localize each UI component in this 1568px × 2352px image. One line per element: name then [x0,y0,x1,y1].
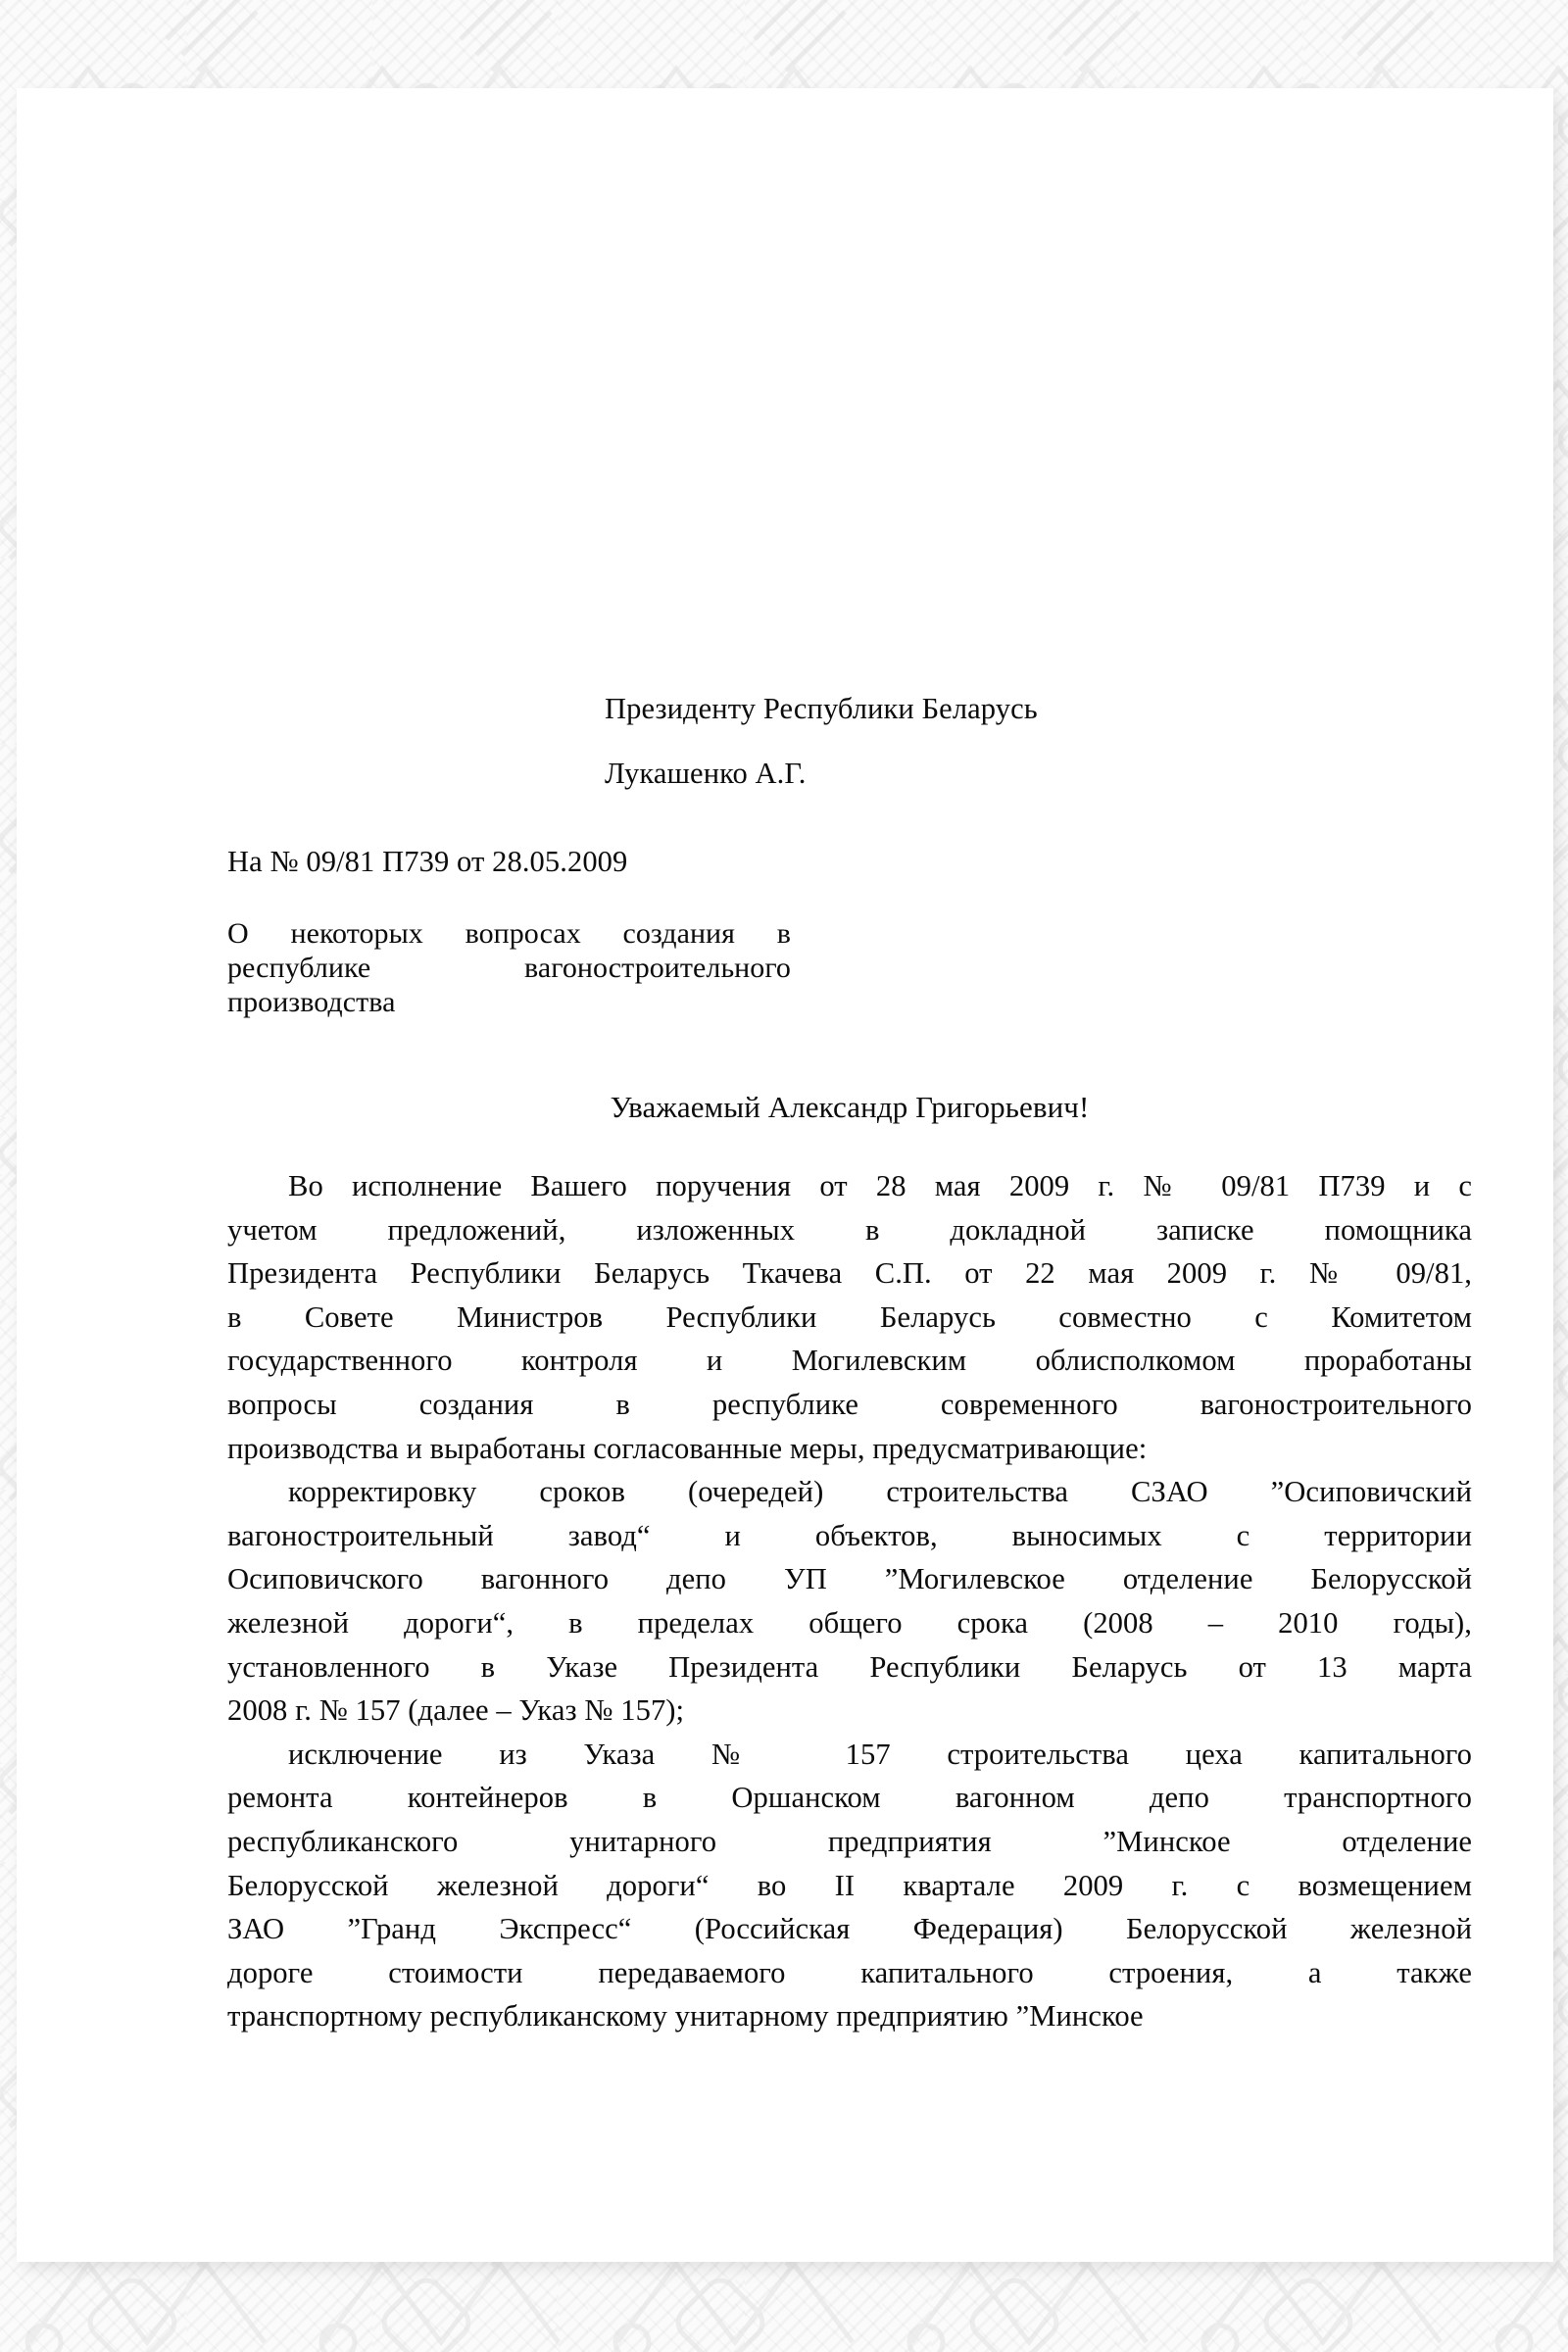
reference-line: На № 09/81 П739 от 28.05.2009 [227,845,628,878]
body-line: вагоностроительный завод“ и объектов, выносимых с территории [227,1518,1472,1552]
body-line: 2008 г. № 157 (далее – Указ № 157); [227,1693,685,1728]
body-line: производства и выработаны согласованные меры, предусматривающие: [227,1431,1148,1465]
body-line: дороге стоимости передаваемого капитального строения, а также [227,1955,1472,1989]
body-paragraph [227,1733,1472,2038]
scanned-page [17,88,1553,2262]
body-line: Белорусской железной дороги“ во II квартале 2009 г. с возмещением [227,1868,1472,1902]
body-line: корректировку сроков (очередей) строительства СЗАО ”Осиповичский [288,1475,1472,1509]
addressee-line-2: Лукашенко А.Г. [605,757,807,790]
subject-line-2: республике вагоностроительного [227,952,791,984]
subject-line-1: О некоторых вопросах создания в [227,917,791,950]
body-line: ремонта контейнеров в Оршанском вагонном депо транспортного [227,1781,1472,1815]
letter-body [227,1164,1472,2038]
body-paragraph [227,1470,1472,1733]
body-line: республиканского унитарного предприятия ”Минское отделение [227,1824,1472,1858]
body-line: железной дороги“, в пределах общего срока (2008 – 2010 годы), [227,1605,1472,1640]
body-line: государственного контроля и Могилевским облисполкомом проработаны [227,1344,1472,1378]
body-line: транспортному республиканскому унитарному предприятию ”Минское [227,1999,1144,2034]
body-line: Осиповичского вагонного депо УП ”Могилевское отделение Белорусской [227,1562,1472,1596]
body-line: установленного в Указе Президента Республики Беларусь от 13 марта [227,1649,1472,1684]
body-line: исключение из Указа № 157 строительства цеха капитального [288,1737,1472,1771]
body-line: учетом предложений, изложенных в докладной записке помощника [227,1212,1472,1247]
subject-line-3: производства [227,986,396,1018]
body-line: Во исполнение Вашего поручения от 28 мая 2009 г. № 09/81 П739 и с [288,1169,1472,1202]
subject-block [227,916,791,1019]
addressee-line-1: Президенту Республики Беларусь [605,692,1038,725]
body-line: в Совете Министров Республики Беларусь совместно с Комитетом [227,1299,1472,1334]
body-paragraph [227,1164,1472,1470]
addressee-block [605,676,1291,806]
salutation: Уважаемый Александр Григорьевич! [610,1090,1090,1124]
body-line: Президента Республики Беларусь Ткачева С.П. от 22 мая 2009 г. № 09/81, [227,1256,1472,1291]
body-line: вопросы создания в республике современного вагоностроительного [227,1387,1472,1421]
body-line: ЗАО ”Гранд Экспресс“ (Российская Федерация) Белорусской железной [227,1912,1472,1946]
